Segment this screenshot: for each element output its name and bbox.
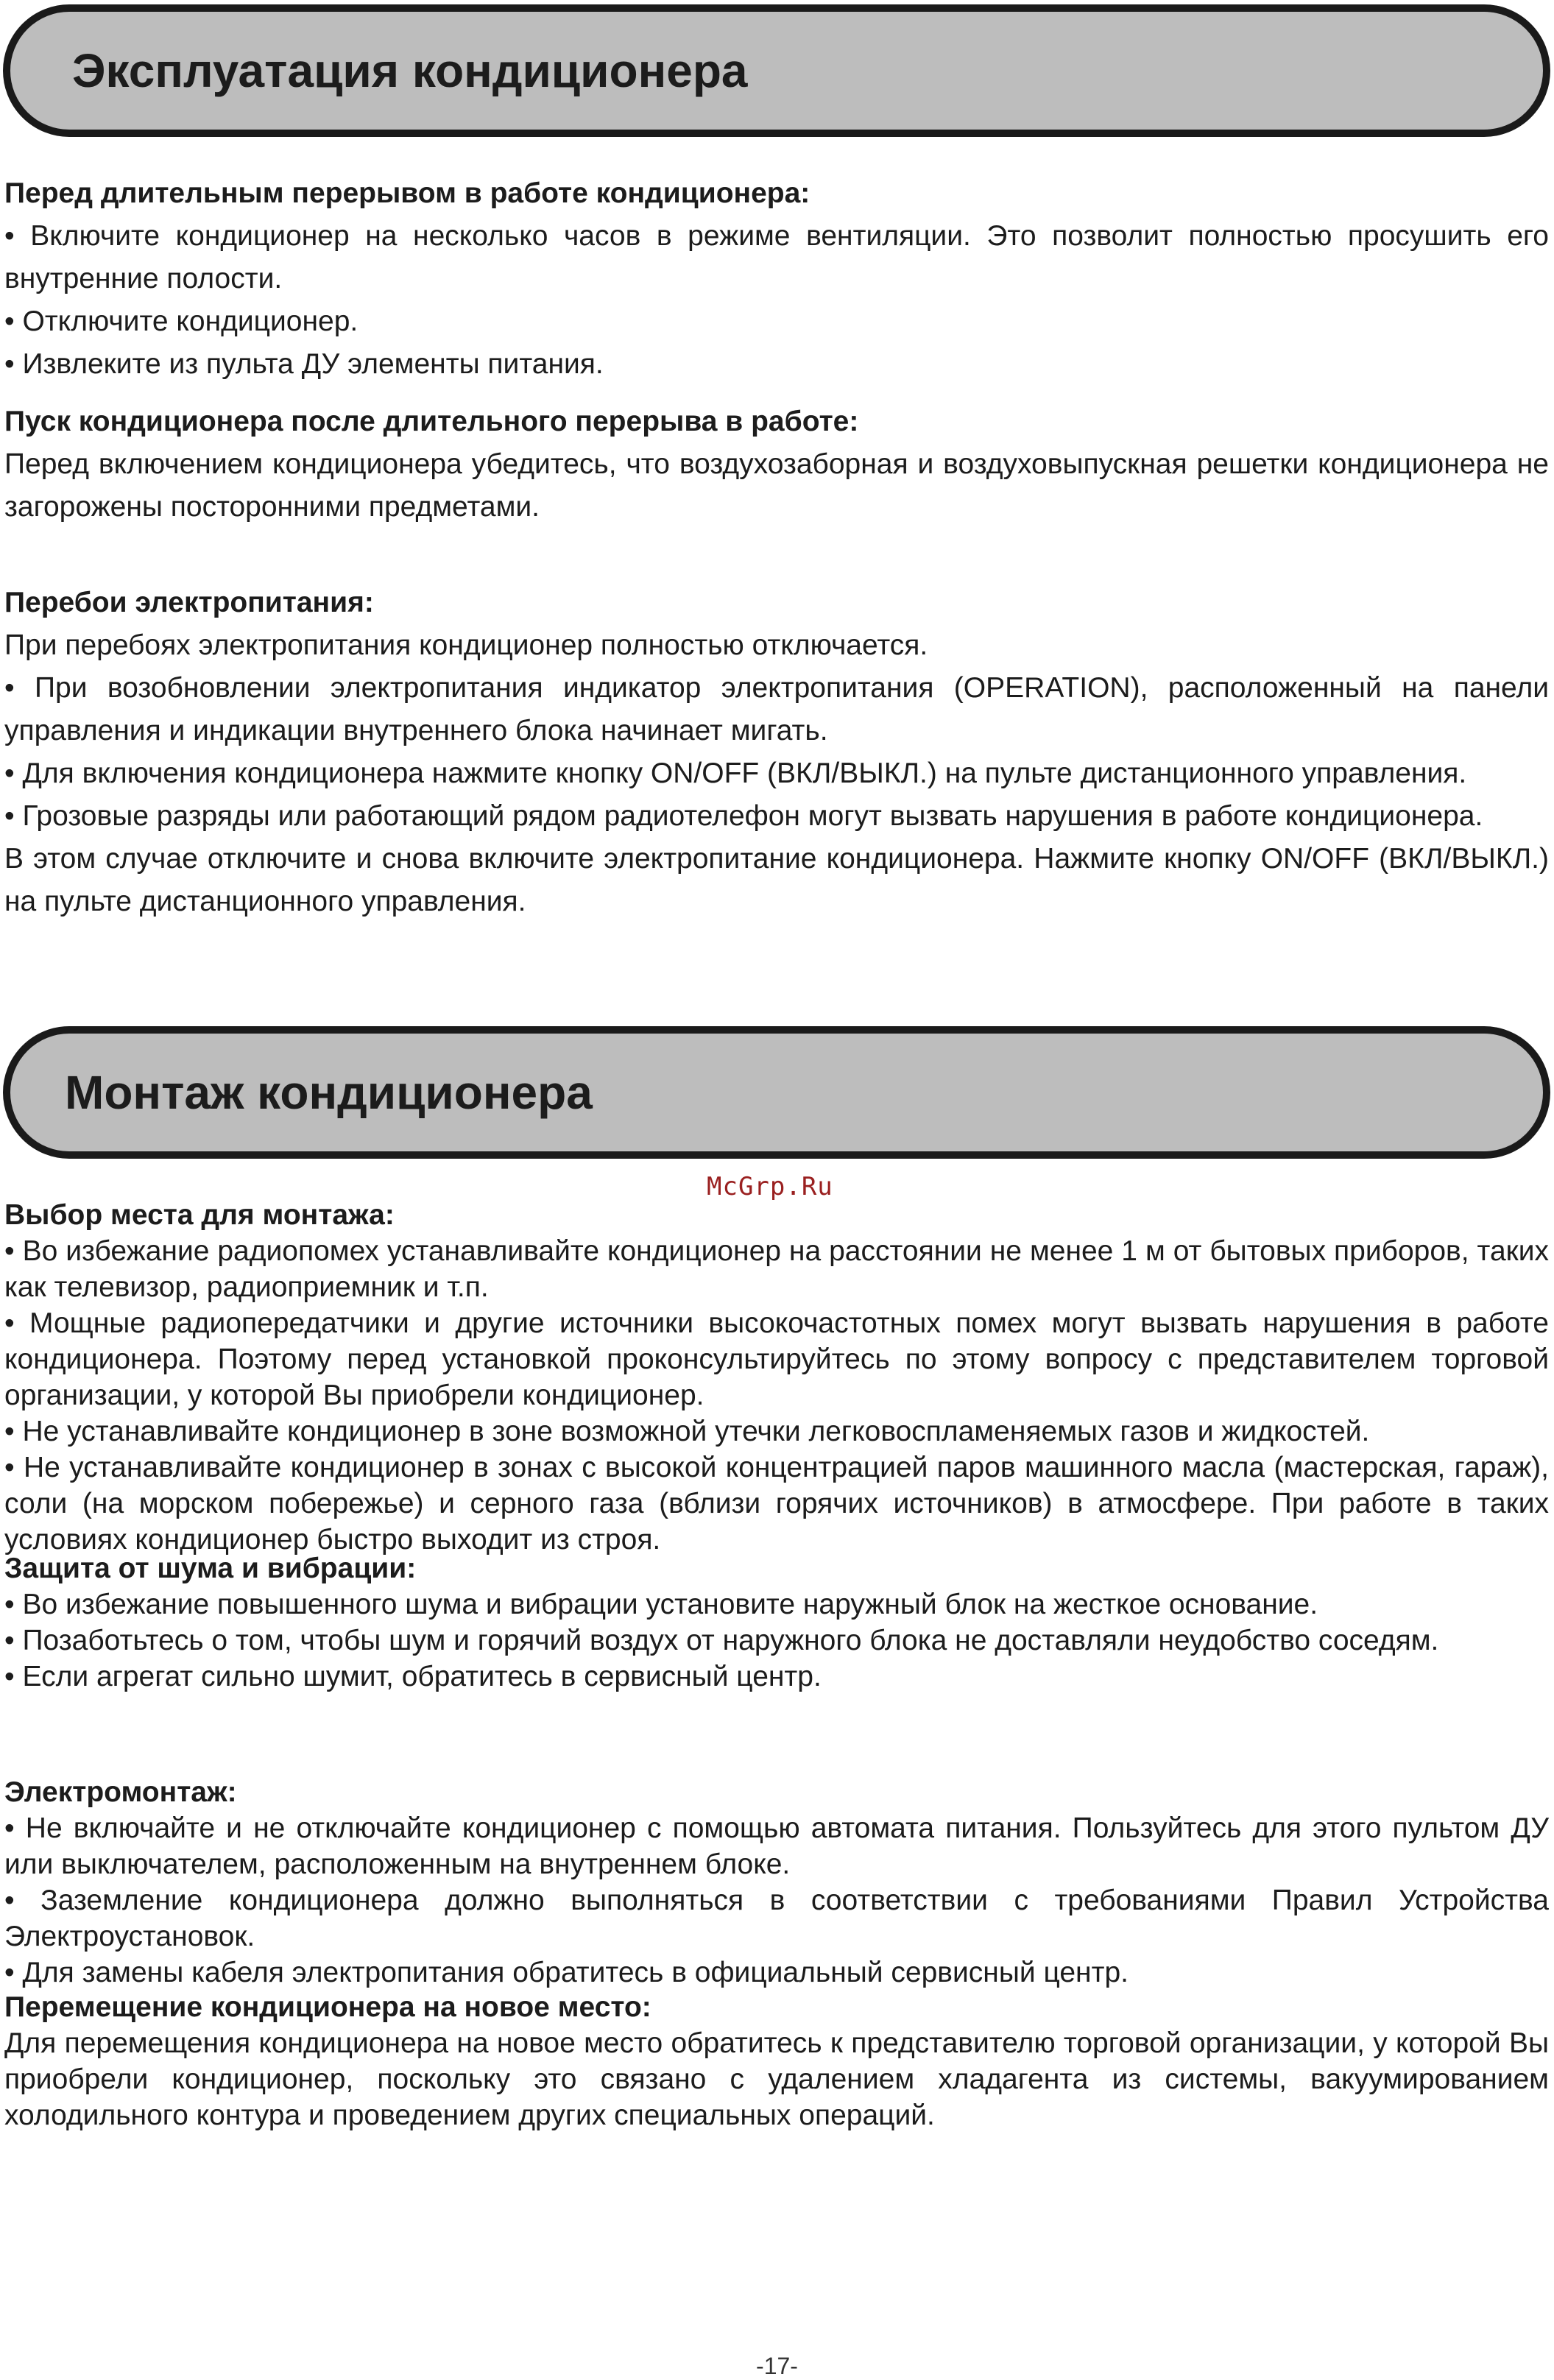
section-banner-installation [3, 1026, 1550, 1159]
before-pause-section [4, 172, 1549, 386]
bullet-item: • Не включайте и не отключайте кондиционер с помощью автомата питания. Пользуйтесь для этого пультом ДУ или выключателем, расположенным на внутреннем блоке. [4, 1812, 1549, 1880]
bullet-item: • Если агрегат сильно шумит, обратитесь в сервисный центр. [4, 1661, 822, 1692]
bullet-item: • Мощные радиопередатчики и другие источники высокочастотных помех могут вызвать нарушения в работе кондиционера. Поэтому перед установкой проконсультируйтесь по этому вопросу с представителем торговой организации, у которой Вы приобрели кондиционер. [4, 1307, 1549, 1411]
bullet-item: • Во избежание повышенного шума и вибрации установите наружный блок на жесткое основание. [4, 1589, 1318, 1620]
restart-section [4, 400, 1549, 529]
subsection-heading: Пуск кондиционера после длительного перерыва в работе: [4, 406, 859, 437]
wiring-section [4, 1774, 1549, 1991]
bullet-item: • Грозовые разряды или работающий рядом радиотелефон могут вызвать нарушения в работе кондиционера. [4, 800, 1483, 832]
bullet-item: • Для замены кабеля электропитания обратитесь в официальный сервисный центр. [4, 1957, 1129, 1988]
bullet-item: • Заземление кондиционера должно выполняться в соответствии с требованиями Правил Устройства Электроустановок. [4, 1885, 1549, 1952]
bullet-item: • Извлеките из пульта ДУ элементы питания. [4, 348, 604, 380]
watermark: McGrp.Ru [707, 1172, 833, 1201]
paragraph: Перед включением кондиционера убедитесь, что воздухозаборная и воздуховыпускная решетки кондиционера не загорожены посторонними предметами. [4, 448, 1549, 523]
subsection-heading: Защита от шума и вибрации: [4, 1553, 417, 1584]
subsection-heading: Перед длительным перерывом в работе кондиционера: [4, 177, 810, 209]
bullet-item: • Во избежание радиопомех устанавливайте кондиционер на расстоянии не менее 1 м от бытовых приборов, таких как телевизор, радиоприемник и т.п. [4, 1235, 1549, 1303]
bullet-item: • При возобновлении электропитания индикатор электропитания (OPERATION), расположенный на панели управления и индикации внутреннего блока начинает мигать. [4, 672, 1549, 746]
power-outage-section [4, 582, 1549, 923]
bullet-item: • Включите кондиционер на несколько часов в режиме вентиляции. Это позволит полностью просушить его внутренние полости. [4, 220, 1549, 294]
subsection-heading: Электромонтаж: [4, 1776, 237, 1808]
bullet-item: • Не устанавливайте кондиционер в зонах с высокой концентрацией паров машинного масла (мастерская, гараж), соли (на морском побережье) и серного газа (вблизи горячих источников) в атмосфере. При работе в таких условиях кондиционер быстро выходит из строя. [4, 1452, 1549, 1556]
bullet-item: • Для включения кондиционера нажмите кнопку ON/OFF (ВКЛ/ВЫКЛ.) на пульте дистанционного управления. [4, 758, 1467, 789]
paragraph: Для перемещения кондиционера на новое место обратитесь к представителю торговой организации, у которой Вы приобрели кондиционер, поскольку это связано с удалением хладагента из системы, вакуумированием холодильного контура и проведением других специальных операций. [4, 2027, 1549, 2131]
section-title: Монтаж кондиционера [65, 1066, 593, 1119]
page-number: -17- [756, 2353, 798, 2379]
bullet-item: • Отключите кондиционер. [4, 306, 359, 337]
relocation-section [4, 1989, 1549, 2133]
section-title: Эксплуатация кондиционера [72, 44, 748, 97]
bullet-item: • Не устанавливайте кондиционер в зоне возможной утечки легковоспламеняемых газов и жидкостей. [4, 1416, 1370, 1447]
bullet-item: • Позаботьтесь о том, чтобы шум и горячий воздух от наружного блока не доставляли неудобство соседям. [4, 1625, 1439, 1656]
noise-section [4, 1550, 1549, 1695]
subsection-heading: Выбор места для монтажа: [4, 1199, 395, 1231]
subsection-heading: Перемещение кондиционера на новое место: [4, 1991, 651, 2023]
subsection-heading: Перебои электропитания: [4, 587, 374, 618]
section-banner-operation [3, 4, 1550, 137]
location-section [4, 1197, 1549, 1558]
paragraph: При перебоях электропитания кондиционер полностью отключается. [4, 629, 928, 661]
paragraph: В этом случае отключите и снова включите электропитание кондиционера. Нажмите кнопку ON/OFF (ВКЛ/ВЫКЛ.) на пульте дистанционного управления. [4, 843, 1549, 917]
